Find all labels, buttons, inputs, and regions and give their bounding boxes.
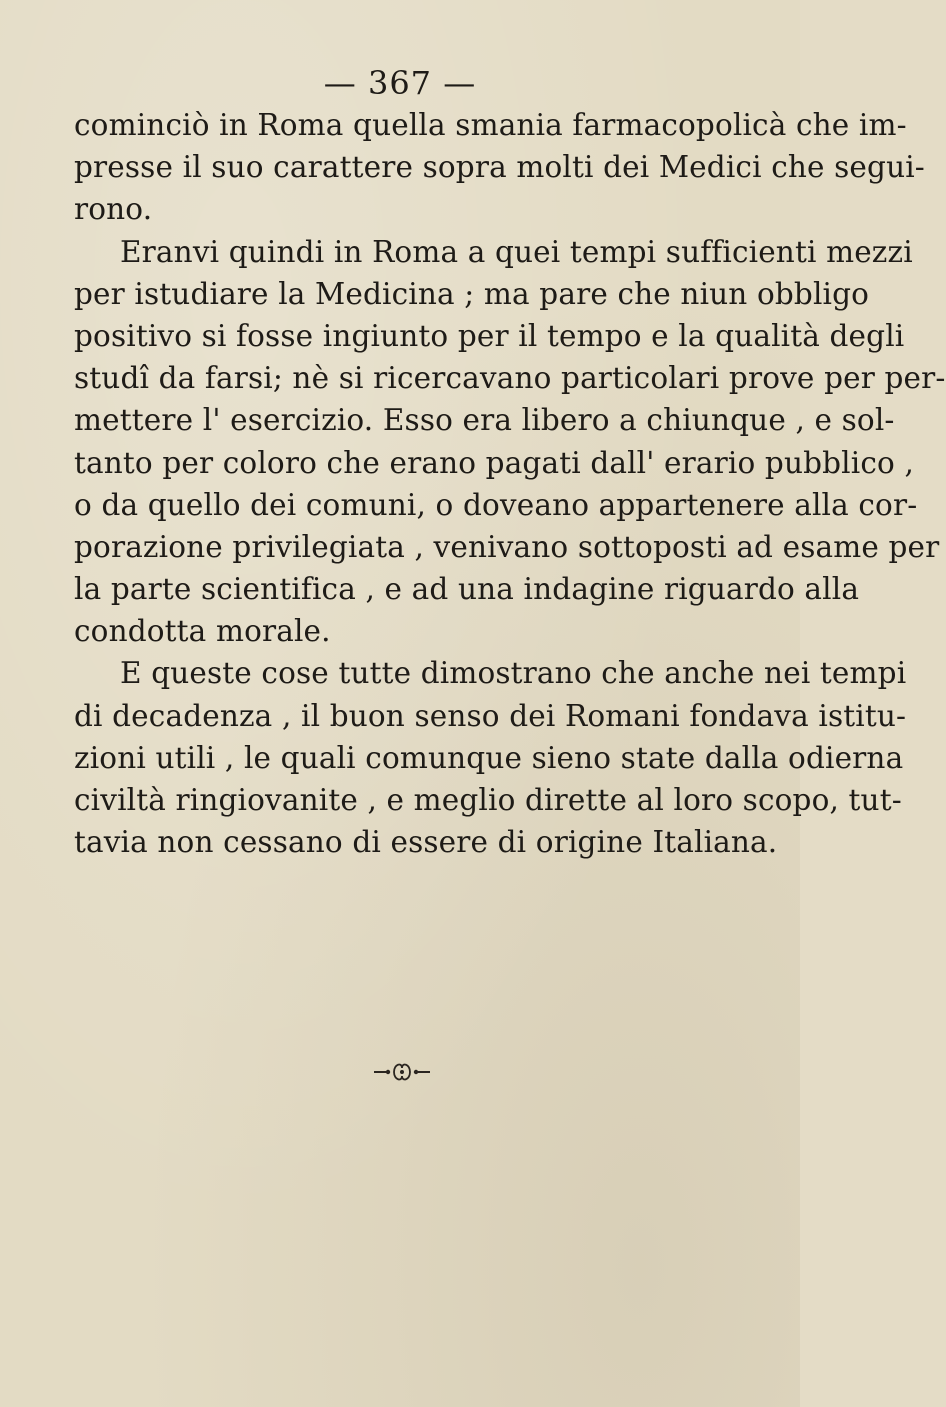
text-line: per istudiare la Medicina ; ma pare che niun obbligo [74, 276, 870, 311]
text-line: di decadenza , il buon senso dei Romani fondava istitu- [74, 698, 907, 733]
text-line: zioni utili , le quali comunque sieno state dalla odierna [74, 740, 904, 775]
text-line: Eranvi quindi in Roma a quei tempi sufficienti mezzi [120, 234, 913, 269]
text-line: presse il suo carattere sopra molti dei Medici che segui- [74, 150, 925, 185]
text-line: cominciò in Roma quella smania farmacopolicà che im- [74, 108, 907, 142]
text-line: studî da farsi; nè si ricercavano particolari prove per per- [74, 361, 946, 396]
text-line: tanto per coloro che erano pagati dall' erario pubblico , [74, 445, 914, 480]
text-line: E queste cose tutte dimostrano che anche nei tempi [120, 656, 907, 691]
text-line: tavia non cessano di essere di origine Italiana. [74, 825, 778, 860]
text-line: mettere l' esercizio. Esso era libero a chiunque , e sol- [74, 403, 895, 438]
text-line: civiltà ringiovanite , e meglio dirette al loro scopo, tut- [74, 783, 902, 817]
text-line: condotta morale. [74, 614, 331, 649]
text-line: la parte scientifica , e ad una indagine riguardo alla [74, 572, 860, 607]
text-line: rono. [74, 192, 153, 227]
body-text [74, 104, 946, 863]
fleuron-icon [372, 1058, 432, 1086]
text-line: porazione privilegiata , venivano sottoposti ad esame per [74, 529, 940, 564]
page-number: — 367 — [323, 64, 477, 102]
text-line: o da quello dei comuni, o doveano appartenere alla cor- [74, 487, 918, 522]
text-line: positivo si fosse ingiunto per il tempo e la qualità degli [74, 318, 905, 353]
